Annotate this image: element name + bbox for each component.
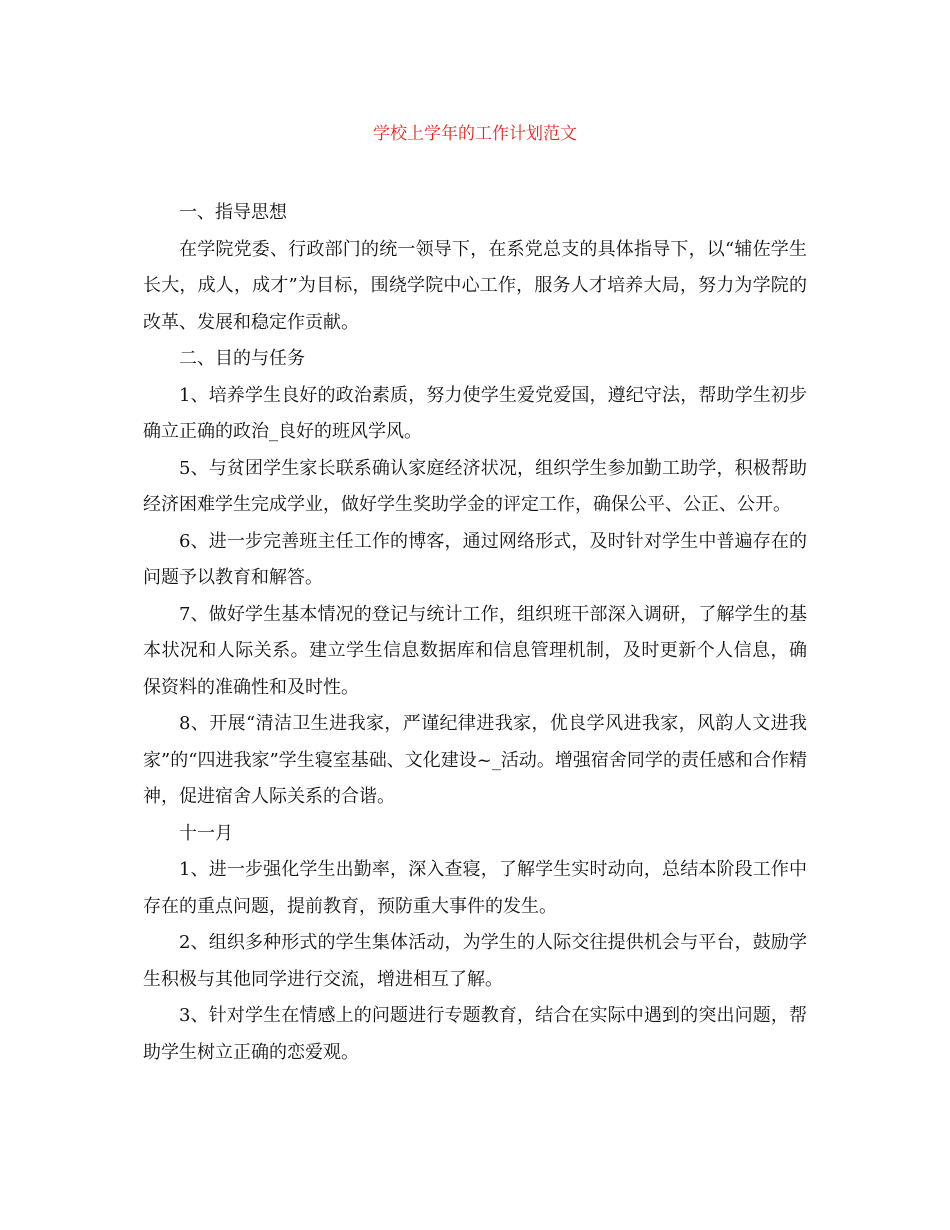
document-title: 学校上学年的工作计划范文 xyxy=(373,124,577,144)
list-item: 2、组织多种形式的学生集体活动，为学生的人际交往提供机会与平台，鼓励学生积极与其他同学进行交流，增进相互了解。 xyxy=(143,932,807,990)
list-item: 5、与贫团学生家长联系确认家庭经济状况，组织学生参加勤工助学，积极帮助经济困难学生完成学业，做好学生奖助学金的评定工作，确保公平、公正、公开。 xyxy=(143,457,807,515)
heading-november: 十一月 xyxy=(179,822,233,844)
list-item: 1、培养学生良好的政治素质，努力使学生爱党爱国，遵纪守法，帮助学生初步确立正确的政治_良好的班风学风。 xyxy=(143,384,807,442)
list-item: 7、做好学生基本情况的登记与统计工作，组织班干部深入调研，了解学生的基本状况和人际关系。建立学生信息数据库和信息管理机制，及时更新个人信息，确保资料的准确性和及时性。 xyxy=(143,603,807,698)
document-body xyxy=(143,195,807,1071)
list-item: 6、进一步完善班主任工作的博客，通过网络形式，及时针对学生中普遍存在的问题予以教育和解答。 xyxy=(143,530,807,588)
list-item: 1、进一步强化学生出勤率，深入查寝，了解学生实时动向，总结本阶段工作中存在的重点问题，提前教育，预防重大事件的发生。 xyxy=(143,859,807,917)
heading-guiding-ideology: 一、指导思想 xyxy=(179,202,287,223)
list-item: 8、开展“清洁卫生进我家，严谨纪律进我家，优良学风进我家，风韵人文进我家”的“四进我家”学生寝室基础、文化建设~_活动。增强宿舍同学的责任感和合作精神，促进宿舍人际关系的合谐。 xyxy=(143,713,807,807)
heading-goals-and-tasks: 二、目的与任务 xyxy=(179,348,305,369)
paragraph: 在学院党委、行政部门的统一领导下，在系党总支的具体指导下，以“辅佐学生长大，成人，成才”为目标，围绕学院中心工作，服务人才培养大局，努力为学院的改革、发展和稳定作贡献。 xyxy=(143,238,807,333)
list-item: 3、针对学生在情感上的问题进行专题教育，结合在实际中遇到的突出问题，帮助学生树立正确的恋爱观。 xyxy=(143,1005,807,1063)
